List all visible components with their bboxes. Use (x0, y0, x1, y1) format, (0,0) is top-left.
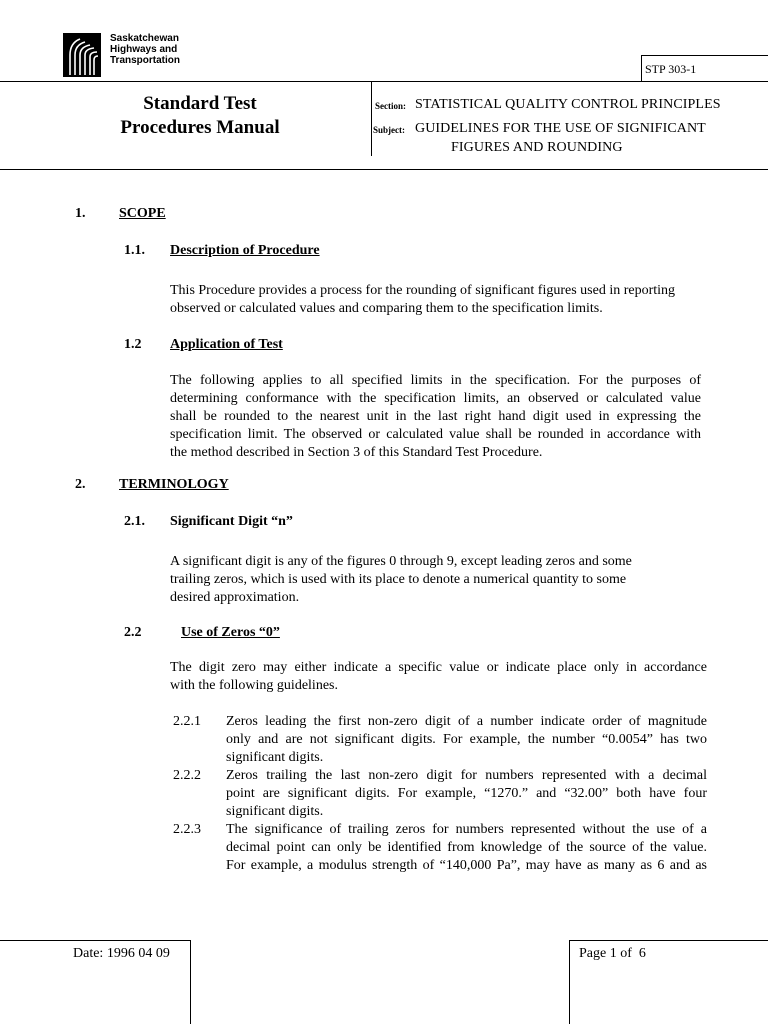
text-line: with the following guidelines. (170, 678, 338, 693)
text-line: Zeros leading the first non-zero digit of a number indicate order of magnitude (226, 714, 707, 729)
section-heading-terminology: TERMINOLOGY (119, 477, 229, 492)
footer-divider-right (569, 940, 570, 1024)
list-item (226, 767, 707, 821)
subsection-heading: Use of Zeros “0” (181, 625, 280, 640)
paragraph (170, 553, 710, 607)
subject-line-2: FIGURES AND ROUNDING (451, 140, 623, 155)
text-line: point are significant digits. For example, “1270.” and “32.00” both have four (226, 786, 707, 801)
text-line: significant digits. (226, 804, 324, 819)
text-line: trailing zeros, which is used with its place to denote a numerical quantity to some (170, 572, 627, 587)
org-line: Highways and (110, 44, 178, 55)
text-line: decimal point can only be identified from knowledge of the source of the value. (226, 840, 707, 855)
paragraph (170, 372, 701, 462)
org-line: Saskatchewan (110, 33, 179, 44)
footer-date: Date: 1996 04 09 (73, 946, 170, 961)
section-value: STATISTICAL QUALITY CONTROL PRINCIPLES (415, 97, 721, 112)
item-number: 2.2.2 (173, 768, 201, 783)
list-item (226, 821, 707, 875)
paragraph (170, 659, 707, 695)
subsection-number: 2.2 (124, 625, 142, 640)
text-line: The digit zero may either indicate a specific value or indicate place only in accordance (170, 660, 707, 675)
header-bottom-rule (0, 169, 768, 170)
subject-line-1: GUIDELINES FOR THE USE OF SIGNIFICANT (415, 121, 706, 136)
footer-page-number: Page 1 of 6 (579, 946, 646, 961)
section-label: Section: (375, 101, 406, 111)
footer-rule-left (0, 940, 190, 941)
text-line: specification limit. The observed or calculated value shall be rounded in accordance with (170, 427, 701, 442)
subsection-heading: Application of Test (170, 337, 283, 352)
paragraph (170, 282, 710, 318)
subsection-heading: Significant Digit “n” (170, 514, 293, 529)
org-name (110, 33, 180, 66)
item-number: 2.2.3 (173, 822, 201, 837)
text-line: shall be rounded to the nearest unit in the last right hand digit used in expressing the (170, 409, 701, 424)
section-number: 2. (75, 477, 86, 492)
text-line: observed or calculated values and comparing them to the specification limits. (170, 301, 603, 316)
text-line: significant digits. (226, 750, 324, 765)
subject-label: Subject: (373, 125, 405, 135)
manual-title-line: Procedures Manual (120, 117, 280, 138)
stp-box-top (641, 55, 768, 56)
text-line: determining conformance with the specification limits, an observed or calculated value (170, 391, 701, 406)
section-number: 1. (75, 206, 86, 221)
subsection-heading: Description of Procedure (170, 243, 320, 258)
manual-title (90, 92, 310, 140)
header-top-rule (0, 81, 768, 82)
text-line: This Procedure provides a process for the rounding of significant figures used in reporting (170, 283, 676, 298)
text-line: desired approximation. (170, 590, 300, 605)
text-line: Zeros trailing the last non-zero digit for numbers represented with a decimal (226, 768, 707, 783)
stp-box-left (641, 55, 642, 81)
subsection-number: 2.1. (124, 514, 145, 529)
wheat-logo-icon (63, 33, 101, 77)
document-number: STP 303-1 (645, 62, 697, 76)
manual-title-line: Standard Test (143, 93, 257, 114)
section-heading-scope: SCOPE (119, 206, 166, 221)
text-line: only and are not significant digits. For example, the number “0.0054” has two (226, 732, 707, 747)
text-line: A significant digit is any of the figures 0 through 9, except leading zeros and some (170, 554, 632, 569)
org-line: Transportation (110, 55, 181, 66)
text-line: The significance of trailing zeros for numbers represented without the use of a (226, 822, 707, 837)
subsection-number: 1.1. (124, 243, 145, 258)
item-number: 2.2.1 (173, 714, 201, 729)
text-line: the method described in Section 3 of this Standard Test Procedure. (170, 445, 543, 460)
text-line: The following applies to all specified limits in the specification. For the purposes of (170, 373, 701, 388)
text-line: For example, a modulus strength of “140,000 Pa”, may have as many as 6 and as (226, 858, 707, 873)
list-item (226, 713, 707, 767)
footer-rule-right (569, 940, 768, 941)
header-divider (371, 81, 372, 156)
footer-divider-left (190, 940, 191, 1024)
subsection-number: 1.2 (124, 337, 142, 352)
